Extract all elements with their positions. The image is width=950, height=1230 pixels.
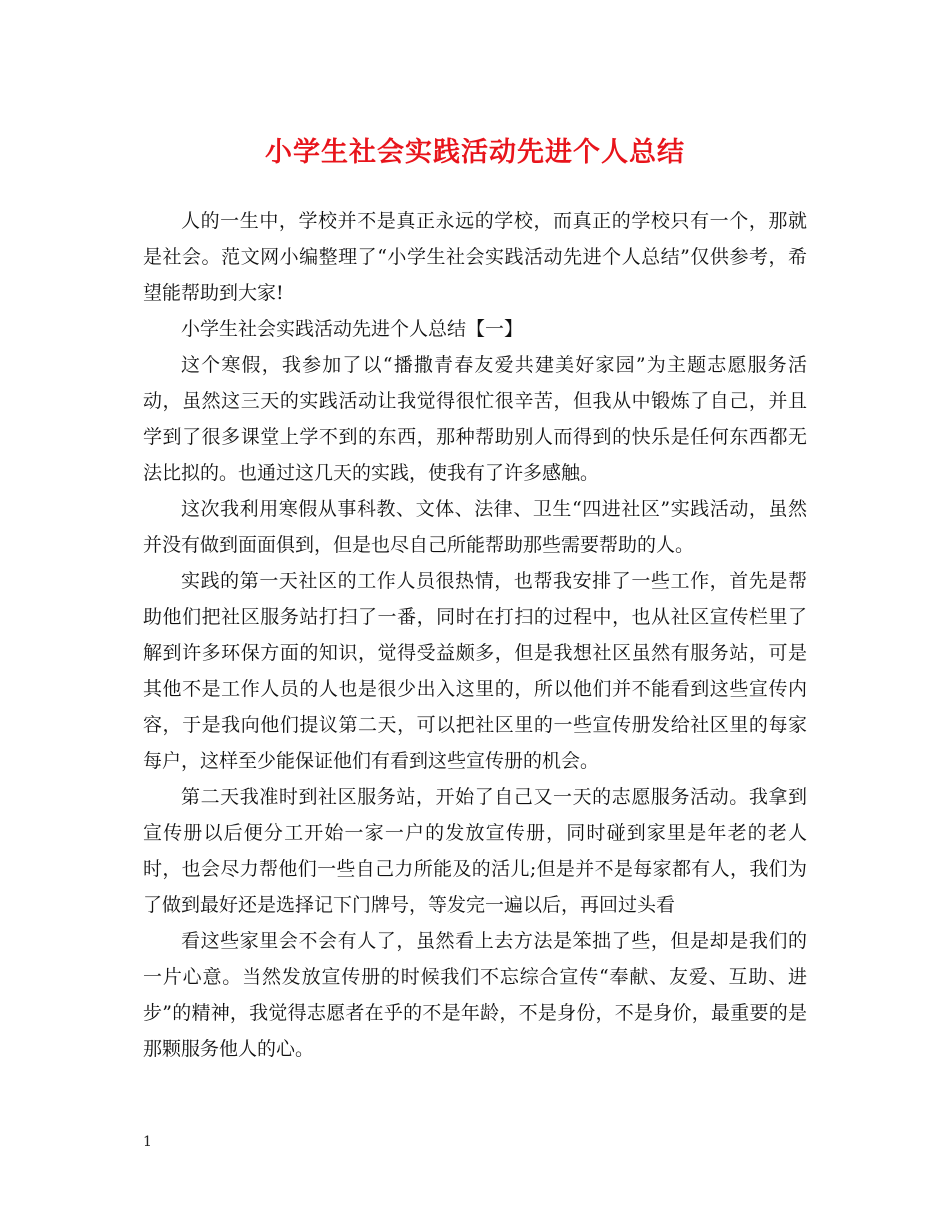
paragraph: 看这些家里会不会有人了，虽然看上去方法是笨拙了些，但是却是我们的一片心意。当然发放宣传册的时候我们不忘综合宣传“奉献、友爱、互助、进步”的精神，我觉得志愿者在乎的不是年龄，不是身份，不是身价，最重要的是那颗服务他人的心。: [143, 930, 807, 1060]
document-body: [143, 203, 807, 1067]
document-title: 小学生社会实践活动先进个人总结: [265, 137, 685, 168]
section-heading: 小学生社会实践活动先进个人总结【一】: [181, 318, 524, 340]
paragraph: 这次我利用寒假从事科教、文体、法律、卫生“四进社区”实践活动，虽然并没有做到面面俱到，但是也尽自己所能帮助那些需要帮助的人。: [143, 498, 807, 556]
paragraph: 这个寒假，我参加了以“播撒青春友爱共建美好家园”为主题志愿服务活动，虽然这三天的实践活动让我觉得很忙很辛苦，但我从中锻炼了自己，并且学到了很多课堂上学不到的东西，那种帮助别人而得到的快乐是任何东西都无法比拟的。也通过这几天的实践，使我有了许多感触。: [143, 354, 807, 484]
paragraph: 实践的第一天社区的工作人员很热情，也帮我安排了一些工作，首先是帮助他们把社区服务站打扫了一番，同时在打扫的过程中，也从社区宣传栏里了解到许多环保方面的知识，觉得受益颇多，但是我想社区虽然有服务站，可是其他不是工作人员的人也是很少出入这里的，所以他们并不能看到这些宣传内容，于是我向他们提议第二天，可以把社区里的一些宣传册发给社区里的每家每户，这样至少能保证他们有看到这些宣传册的机会。: [143, 570, 807, 772]
paragraph: 第二天我准时到社区服务站，开始了自己又一天的志愿服务活动。我拿到宣传册以后便分工开始一家一户的发放宣传册，同时碰到家里是年老的老人时，也会尽力帮他们一些自己力所能及的活儿;但是并不是每家都有人，我们为了做到最好还是选择记下门牌号，等发完一遍以后，再回过头看: [143, 786, 807, 916]
page-number: 1: [143, 1134, 152, 1150]
paragraph-intro: 人的一生中，学校并不是真正永远的学校，而真正的学校只有一个，那就是社会。范文网小编整理了“小学生社会实践活动先进个人总结”仅供参考，希望能帮助到大家!: [143, 210, 807, 304]
